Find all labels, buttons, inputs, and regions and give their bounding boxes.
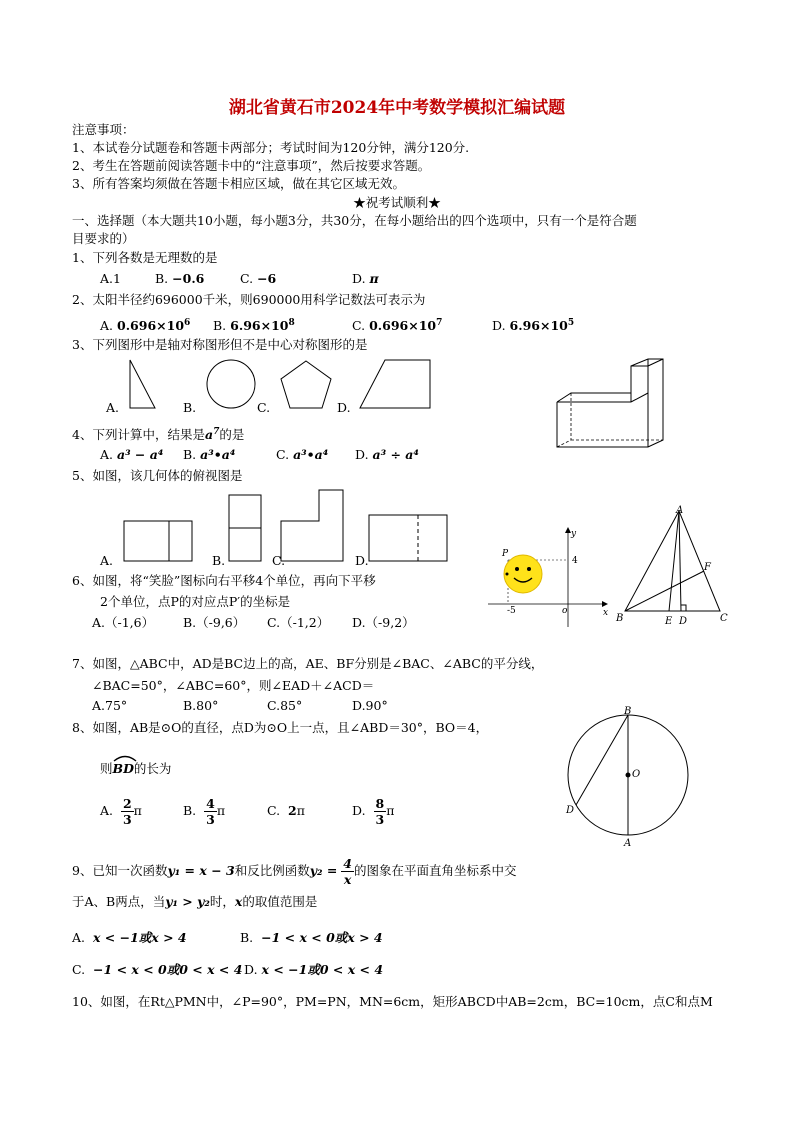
q2-option-b: B. $6.96\times 10^8$ (213, 318, 295, 334)
q6-option-a: A.（-1,6） (92, 615, 155, 630)
q5-view-c (281, 490, 343, 561)
q4-option-b: B. a³•a⁴ (183, 447, 236, 462)
q5-option-a: A. (100, 553, 114, 568)
q8-label-d: D (566, 805, 575, 816)
q4-option-c: C. a³•a⁴ (276, 447, 329, 462)
q7-option-d: D.90° (352, 698, 388, 713)
q6-option-c: C.（-1,2） (267, 615, 330, 630)
q6-stem-line1: 6、如图，将“笑脸”图标向右平移4个单位，再向下平移 (72, 573, 376, 588)
notice-item-2: 2、考生在答题前阅读答题卡中的“注意事项”，然后按要求答题。 (72, 158, 431, 173)
q7-stem-line1: 7、如图，△ABC中，AD是BC边上的高，AE、BF分别是∠BAC、∠ABC的平分线， (72, 656, 544, 671)
exam-wish: ★祝考试顺利★ (353, 195, 441, 210)
q2-stem: 2、太阳半径约696000千米，则690000用科学记数法可表示为 (72, 292, 426, 307)
q6-label-4: 4 (572, 556, 578, 566)
q9-stem-line2: 于A、B两点，当y₁ > y₂时，x的取值范围是 (72, 894, 318, 909)
q8-option-b: B. $\frac{4}{3}$ π (183, 796, 226, 827)
q3-pentagon (281, 361, 331, 408)
q7-label-a: A (676, 505, 684, 516)
q9-option-b: B. −1 < x < 0或x > 4 (240, 930, 383, 945)
q3-right-triangle (130, 360, 155, 408)
q9-stem-line1: 9、已知一次函数y₁ = x − 3和反比例函数y₂ = $\frac{4}{x}$ 的图象在平面直角坐标系中交 (72, 856, 517, 887)
q9-option-a: A. x < −1或x > 4 (72, 930, 187, 945)
q6-smiley-figure (484, 527, 614, 617)
q1-option-b: B. −0.6 (155, 271, 205, 286)
q1-option-d: D. π (352, 271, 379, 286)
q8-label-a: A (624, 838, 632, 849)
q3-stem: 3、下列图形中是轴对称图形但不是中心对称图形的是 (72, 337, 368, 352)
section1-line1: 一、选择题（本大题共10小题，每小题3分，共30分，在每小题给出的四个选项中，只有一个是符合题 (72, 213, 637, 228)
notice-item-1: 1、本试卷分试题卷和答题卡两部分；考试时间为120分钟，满分120分. (72, 140, 470, 155)
q6-label-p: P (502, 549, 509, 559)
q5-view-a (124, 521, 192, 561)
q2-option-c: C. $0.696\times 10^7$ (352, 318, 443, 334)
page-title: 湖北省黄石市2024年中考数学模拟汇编试题 (228, 98, 566, 118)
q6-label-o: o (562, 606, 568, 616)
q4-option-d: D. a³ ÷ a⁴ (355, 447, 419, 462)
q7-label-b: B (616, 613, 624, 624)
q8-label-b: B (624, 706, 632, 717)
q6-option-b: B.（-9,6） (183, 615, 246, 630)
q3-option-c: C. (257, 400, 271, 415)
notice-heading: 注意事项： (72, 122, 135, 137)
q8-option-d: D. $\frac{8}{3}$ π (352, 796, 395, 827)
q4-option-a: A. a³ − a⁴ (100, 447, 164, 462)
q6-option-d: D.（-9,2） (352, 615, 415, 630)
q5-option-d: D. (355, 553, 369, 568)
q8-label-o: O (632, 769, 641, 780)
q3-circle (207, 360, 255, 408)
q8-stem-line2: 则 BD的长为 (100, 760, 171, 778)
q7-option-a: A.75° (92, 698, 128, 713)
q5-option-b: B. (212, 553, 226, 568)
q9-option-c: C. −1 < x < 0或0 < x < 4 (72, 962, 243, 977)
q6-stem-line2: 2个单位，点P的对应点P′的坐标是 (100, 594, 291, 609)
q6-label-neg5: -5 (507, 606, 516, 616)
q8-circle-figure (560, 702, 700, 852)
section1-line2: 目要求的） (72, 231, 135, 246)
q6-label-x: x (603, 608, 609, 618)
notice-item-3: 3、所有答案均须做在答题卡相应区域，做在其它区域无效。 (72, 176, 405, 191)
q7-triangle-figure (615, 505, 745, 625)
q1-option-c: C. −6 (240, 271, 277, 286)
q5-solid-figure (555, 358, 675, 458)
q7-option-c: C.85° (267, 698, 303, 713)
smiley-face (504, 555, 542, 593)
q5-view-d (369, 515, 447, 561)
q3-option-d: D. (337, 400, 351, 415)
q5-stem: 5、如图，该几何体的俯视图是 (72, 468, 243, 483)
q7-label-f: F (704, 562, 711, 573)
q2-option-d: D. $6.96\times 10^5$ (492, 318, 575, 334)
q1-option-a: A.1 (100, 271, 121, 286)
q6-label-y: y (571, 529, 577, 539)
q5-option-c: C. (272, 553, 286, 568)
q7-label-e: E (665, 616, 673, 627)
q9-option-d: D. x < −1或0 < x < 4 (244, 962, 384, 977)
q8-option-a: A. $\frac{2}{3}$ π (100, 796, 142, 827)
q3-option-b: B. (183, 400, 197, 415)
q10-stem-line1: 10、如图，在Rt△PMN中，∠P=90°，PM=PN，MN=6cm，矩形ABCD中AB=2cm，BC=10cm，点C和点M (72, 994, 713, 1009)
q3-option-a: A. (106, 400, 120, 415)
q7-option-b: B.80° (183, 698, 219, 713)
q1-stem: 1、下列各数是无理数的是 (72, 250, 218, 265)
q2-option-a: A. $0.696\times 10^6$ (100, 318, 191, 334)
q8-stem-line1: 8、如图，AB是⊙O的直径，点D为⊙O上一点，且∠ABD＝30°，BO＝4， (72, 720, 489, 735)
q4-stem: 4、下列计算中，结果是$a^7$的是 (72, 427, 245, 443)
q7-stem-line2: ∠BAC=50°，∠ABC=60°，则∠EAD＋∠ACD＝ (92, 678, 375, 693)
q8-option-c: C. 2π (267, 803, 305, 818)
q7-label-d: D (679, 616, 688, 627)
q3-trapezoid (360, 360, 430, 408)
q7-label-c: C (720, 613, 728, 624)
